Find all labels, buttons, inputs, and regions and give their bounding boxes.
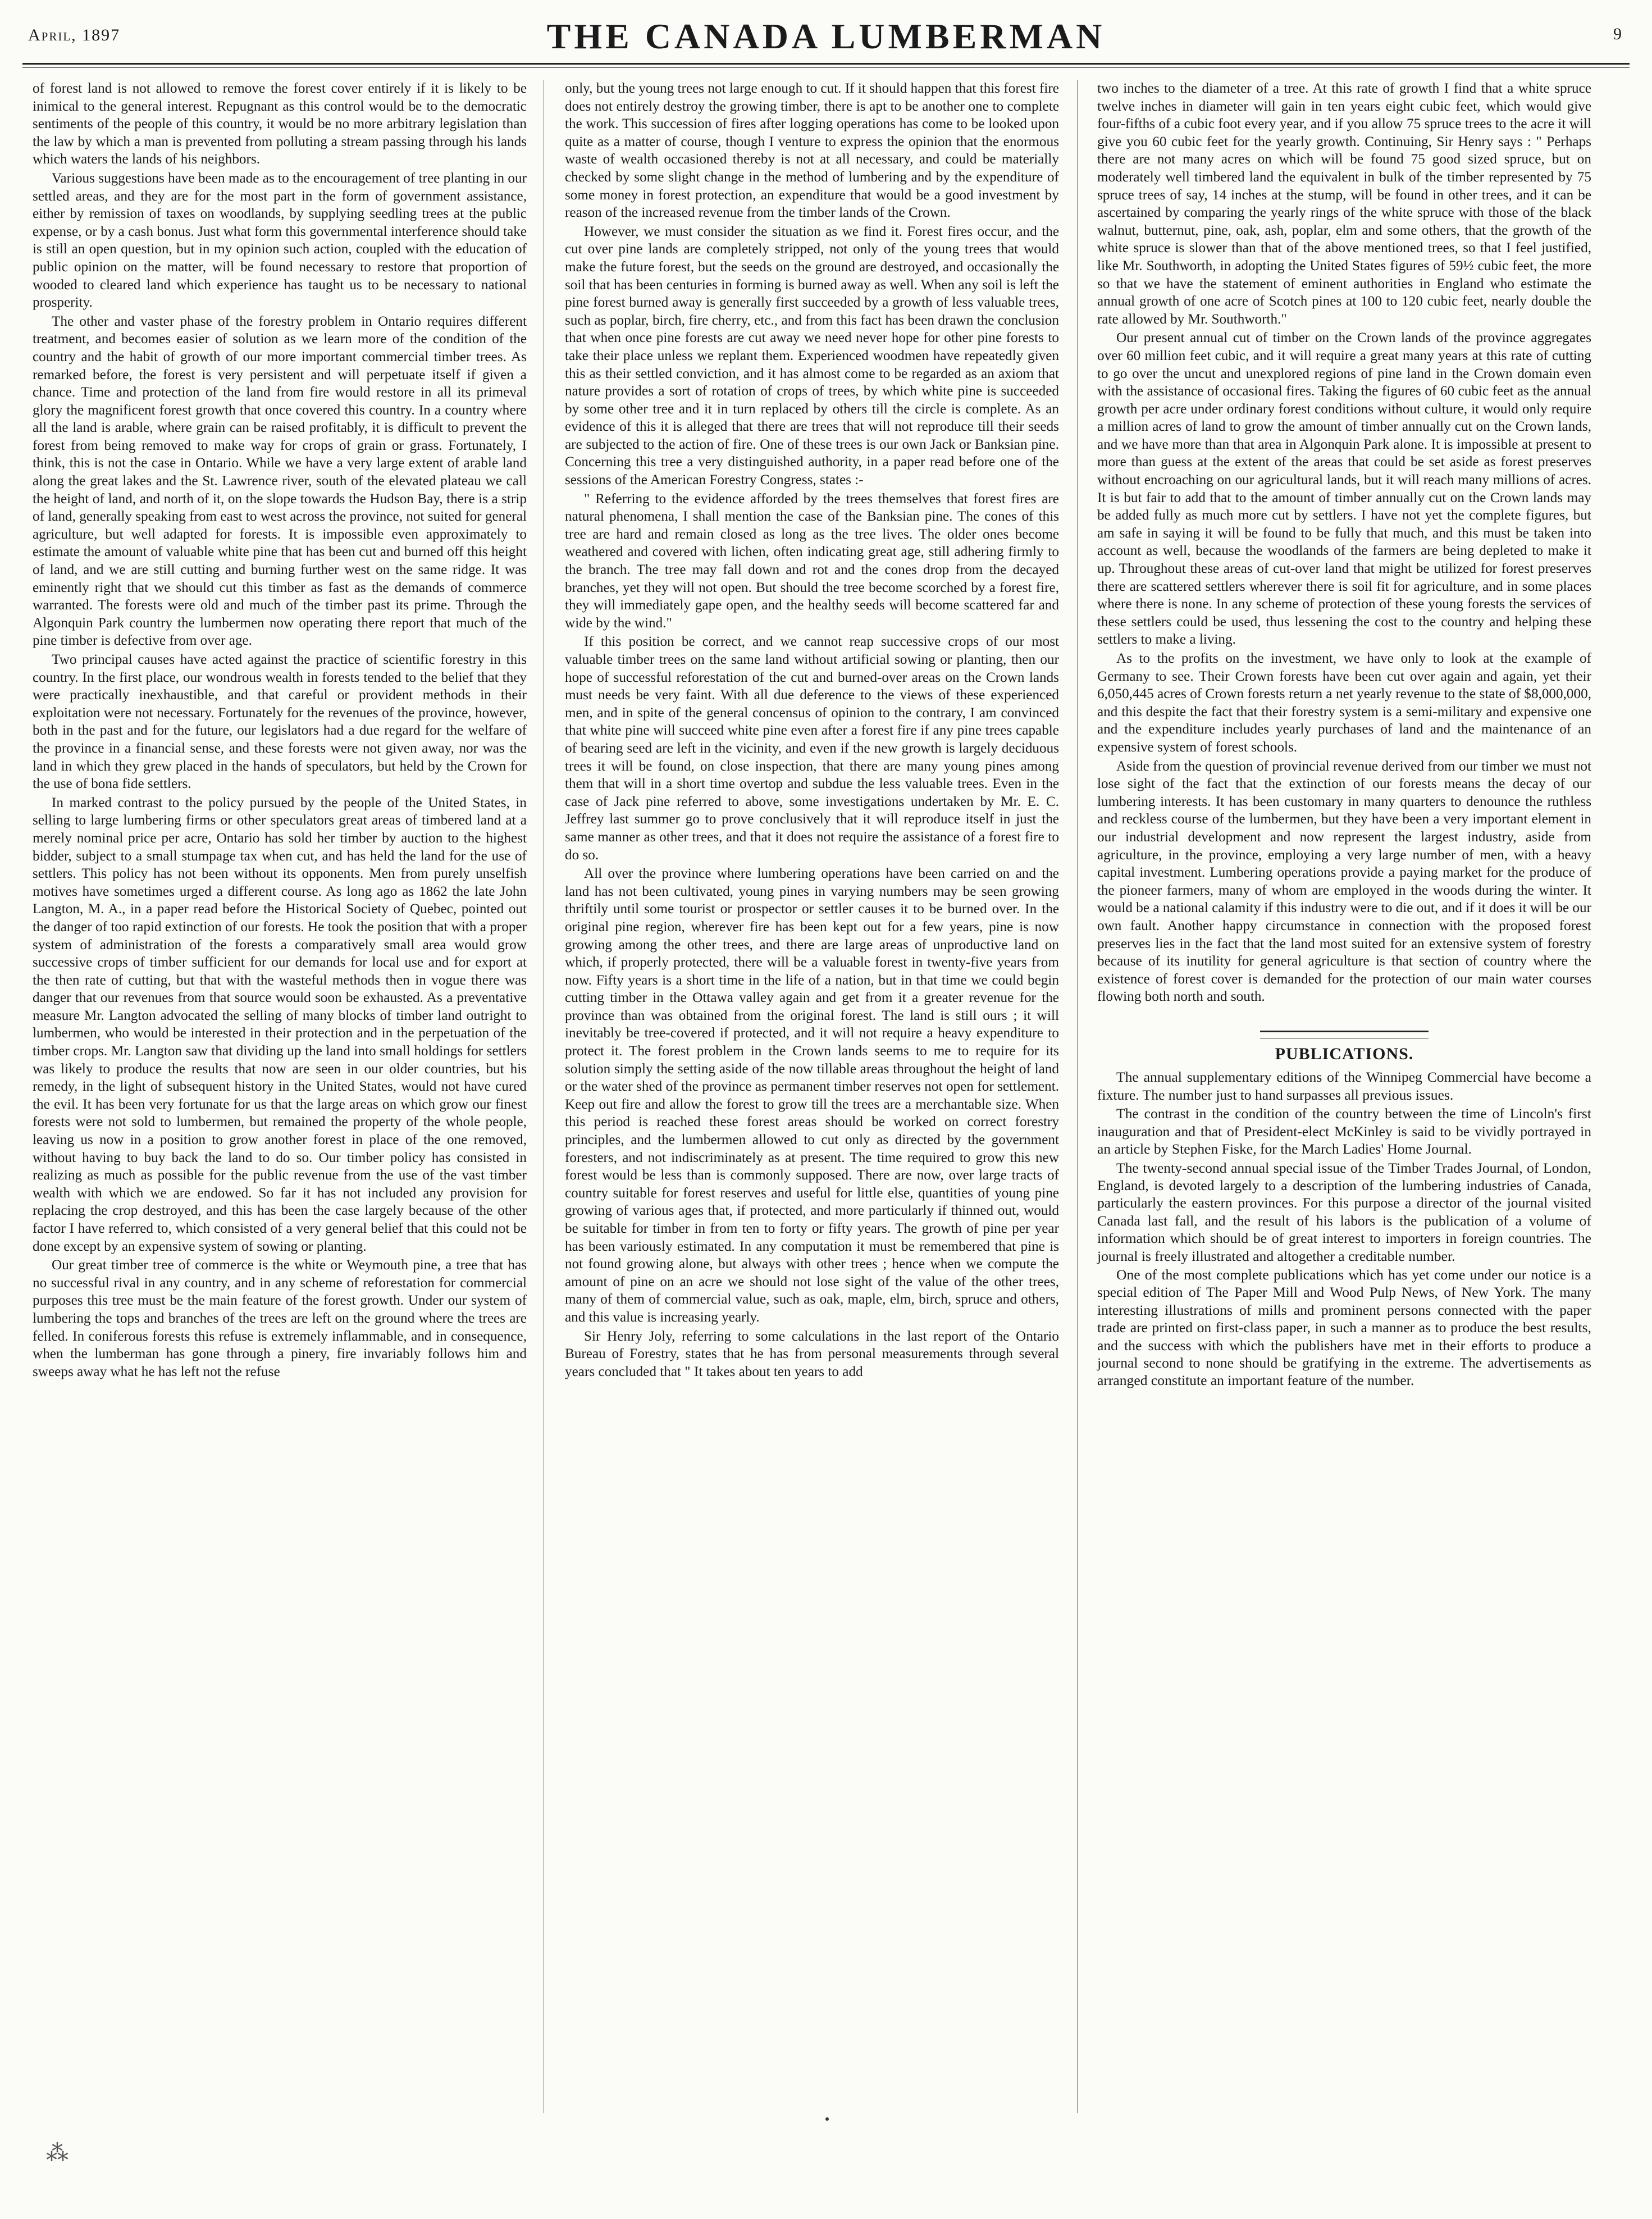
column-divider (1077, 80, 1078, 2113)
paragraph: The twenty-second annual special issue of the Timber Trades Journal, of London, England, is devoted largely to a description of the lumbering industries of Canada, particularly the eastern provinces. For this purpose a director of the journal visited Canada last fall, and the result of his labors is the publication of a volume of information which should be of great interest to importers in foreign countries. The journal is freely illustrated and altogether a creditable number. (1097, 1159, 1591, 1264)
issue-date: April, 1897 (28, 26, 121, 44)
paragraph: As to the profits on the investment, we have only to look at the example of Germany to see. Their Crown forests have been cut over again and again, yet their 6,050,445 acres of Crown forests return a net yearly revenue to the state of $8,000,000, and this despite the fact that their forestry system is a semi-military and expensive one and the expenditure includes yearly purchases of land and the maintenance of an expensive system of forest schools. (1097, 651, 1591, 755)
paragraph: of forest land is not allowed to remove the forest cover entirely if it is likely to be inimical to the general interest. Repugnant as this control would be to the democratic sentiments of the people of this country, it would be no more arbitrary legislation than the law by which a man is prevented from polluting a stream passing through his lands which waters the lands of his neighbors. (33, 81, 527, 167)
paragraph: only, but the young trees not large enough to cut. If it should happen that this forest fire does not entirely destroy the growing timber, there is apt to be another one to complete the work. This succession of fires after logging operations has come to be looked upon quite as a matter of course, though I venture to express the opinion that the enormous waste of wealth occasioned thereby is not at all necessary, and could be materially checked by some slight change in the method of lumbering and by the expenditure of some money in forest protection, an expenditure that would be a good investment by reason of the increased revenue from the timber lands of the Crown. (565, 81, 1059, 221)
block-quote: " Referring to the evidence afforded by the trees themselves that forest fires are natural phenomena, I shall mention the case of the Banksian pine. The cones of this tree are hard and remain closed as long as the tree lives. The older ones become weathered and covered with lichen, often indicating great age, still adhering firmly to the branch. The tree may fall down and rot and the cones drop from the decayed branches, yet they will not open. But should the tree become scorched by a forest fire, they will immediately gape open, and the healthy seeds will become scattered far and wide by the wind." (565, 491, 1059, 631)
paragraph: The contrast in the condition of the country between the time of Lincoln's first inauguration and that of President-elect McKinley is said to be vividly portrayed in an article by Stephen Fiske, for the March Ladies' Home Journal. (1097, 1105, 1591, 1158)
paragraph: two inches to the diameter of a tree. At this rate of growth I find that a white spruce twelve inches in diameter will gain in ten years eight cubic feet, which would give four-fifths of a cubic foot every year, and if you allow 75 spruce trees to the acre it will give you 60 cubic feet for the yearly growth. Continuing, Sir Henry says : " Perhaps there are not many acres on which will be found 75 good sized spruce, but on moderately well timbered land the equivalent in bulk of the timber represented by 75 spruce trees of say, 14 inches at the stump, will be found in other trees, and it can be ascertained by comparing the yearly rings of the white spruce with those of the black walnut, butternut, pine, oak, ash, poplar, elm and some others, that the growth of the white spruce is slower than that of the above mentioned trees, so that I feel justified, like Mr. Southworth, in adopting the United States figures of 59½ cubic feet, the more so that we have the statement of eminent authorities in England who estimate the annual growth of one acre of Scotch pines at 100 to 120 cubic feet, nearly double the rate allowed by Mr. Southworth." (1097, 81, 1591, 327)
publications-section (1097, 1068, 1591, 1389)
column-1 (33, 80, 527, 1382)
paragraph: Two principal causes have acted against the practice of scientific forestry in this country. In the first place, our wondrous wealth in forests tended to the belief that they were practically inexhaustible, and that careful or provident methods in their exploitation were not necessary. Fortunately for the revenues of the province, however, both in the past and for the future, our legislators had a due regard for the welfare of the province in a financial sense, and these forests were not given away, nor was the land in which they grew placed in the hands of speculators, but held by the Crown for the use of bona fide settlers. (33, 652, 527, 792)
paragraph: Various suggestions have been made as to the encouragement of tree planting in our settled areas, and they are for the most part in the form of government assistance, either by remission of taxes on woodlands, by supplying seedling trees at the public expense, or by a cash bonus. Just what form this governmental interference should take is still an open question, but in my opinion such action, coupled with the education of public opinion on the matter, will be found necessary to restore that proportion of wooded to cleared land which experience has taught us to be necessary to national prosperity. (33, 170, 527, 311)
header-rule (22, 63, 1630, 65)
paragraph: The other and vaster phase of the forestry problem in Ontario requires different treatment, and becomes easier of solution as we learn more of the condition of the country and the habit of growth of our more important commercial timber trees. As remarked before, the forest is very persistent and will perpetuate itself if given a chance. Time and protection of the land from fire would restore in all its primeval glory the magnificent forest growth that once covered this country. In a country where all the land is arable, where grain can be raised profitably, it is difficult to prevent the forest from being removed to make way for crops of grain or grass. Fortunately, I think, this is not the case in Ontario. While we have a very large extent of arable land along the great lakes and the St. Lawrence river, south of the elevated plateau we call the height of land, and north of it, on the slope towards the Hudson Bay, there is a strip of land, generally speaking from east to west across the province, not suited for general agriculture, but well adapted for forests. It is impossible even approximately to estimate the amount of valuable white pine that has been cut and burned off this height of land, and we are still cutting and burning further west on the same ridge. It was eminently right that we should cut this timber as fast as the demands of commerce warranted. The forests were old and much of the timber past its prime. Through the Algonquin Park country the lumbermen now operating there report that much of the pine timber is defective from over age. (33, 313, 527, 649)
paragraph: Our great timber tree of commerce is the white or Weymouth pine, a tree that has no successful rival in any country, and in any scheme of reforestation for commercial purposes this tree must be the main feature of the forest growth. Under our system of lumbering the tops and branches of the trees are left on the ground where the trees are felled. In coniferous forests this refuse is extremely inflammable, and in consequence, when the lumberman has gone through a pinery, fire invariably follows him and sweeps away what he has left not the refuse (33, 1257, 527, 1379)
paragraph: However, we must consider the situation as we find it. Forest fires occur, and the cut over pine lands are completely stripped, not only of the young trees that would make the future forest, but the seeds on the ground are destroyed, and occasionally the soil that has been centuries in forming is burned away as well. When any soil is left the pine forest burned away is generally first succeeded by a growth of less valuable trees, such as poplar, birch, fire cherry, etc., and from this fact has been drawn the conclusion that when once pine forests are cut away we need never hope for other pine forests to take their place unless we replant them. Experienced woodmen have repeatedly given this as their settled conviction, and it has almost come to be regarded as an axiom that nature provides a sort of rotation of crops of trees, by which white pine is succeeded by some other tree and it in turn replaced by others till the circle is complete. As an evidence of this it is alleged that there are trees that will not reproduce till their seeds are subjected to the action of fire. One of these trees is our own Jack or Banksian pine. Concerning this tree a very distinguished authority, in a paper read before one of the sessions of the American Forestry Congress, states :- (565, 224, 1059, 488)
paragraph: If this position be correct, and we cannot reap successive crops of our most valuable timber trees on the same land without artificial sowing or planting, then our hope of successful reforestation of the cut and burned-over areas on the Crown lands must needs be very faint. With all due deference to the views of these experienced men, and in spite of the general concensus of opinion to the contrary, I am convinced that white pine will succeed white pine even after a forest fire if any pine trees capable of bearing seed are left in the vicinity, and even if the new growth is largely deciduous trees it will be found, on close inspection, that there are many young pines among them that will in a short time overtop and subdue the less valuable trees. Even in the case of Jack pine referred to above, some investigations undertaken by Mr. E. C. Jeffrey last summer go to prove conclusively that it will reproduce itself in just the same manner as other trees, and that it does not require the assistance of a forest fire to do so. (565, 634, 1059, 863)
print-dot (825, 2117, 829, 2121)
section-title-publications: PUBLICATIONS. (1275, 1044, 1414, 1063)
paragraph: Sir Henry Joly, referring to some calculations in the last report of the Ontario Bureau of Forestry, states that he has from personal measurements through several years concluded that " It takes about ten years to add (565, 1328, 1059, 1379)
corner-ornament: ⁂ (46, 2140, 69, 2166)
paragraph: In marked contrast to the policy pursued by the people of the United States, in selling to large lumbering firms or other speculators great areas of timbered land at a merely nominal price per acre, Ontario has sold her timber by auction to the highest bidder, subject to a small stumpage tax when cut, and has held the land for the use of settlers. This policy has not been without its opponents. Men from purely unselfish motives have sometimes urged a different course. As long ago as 1862 the late John Langton, M. A., in a paper read before the Historical Society of Quebec, pointed out the danger of too rapid extinction of our forests. He took the position that with a proper system of administration of the forests a comparatively small area would grow successive crops of timber sufficient for our demands for local use and for export at the then rate of cutting, but that with the wasteful methods then in vogue there was danger that our revenues from that source would soon be exhausted. As a preventative measure Mr. Langton advocated the selling of many blocks of timber land outright to lumbermen, who would be interested in their protection and in the perpetuation of the timber crops. Mr. Langton saw that dividing up the land into small holdings for settlers was likely to produce the results that now are seen in our older countries, but his remedy, in the light of subsequent history in the United States, would not have cured the evil. It has been very fortunate for us that the large areas on which grow our finest forests were not sold to lumbermen, but remained the property of the whole people, leaving us now in a position to grow another forest in place of the one removed, without having to buy back the land to do so. Our timber policy has consisted in realizing as much as possible for the public revenue from the use of the vast timber wealth with which we are endowed. So far it has not included any provision for replacing the crop destroyed, and this has been the case largely because of the other factor I have referred to, which consisted of a very general belief that this could not be done except by an expensive system of sowing or planting. (33, 795, 527, 1254)
section-rule (1260, 1031, 1429, 1032)
paragraph: Aside from the question of provincial revenue derived from our timber we must not lose sight of the fact that the extinction of our forests means the decay of our lumbering interests. It has been customary in many quarters to denounce the ruthless and reckless course of the lumbermen, but they have been a very important element in our industrial development and now represent the largest industry, aside from agriculture, in the province, employing a very large number of men, with a heavy capital investment. Lumbering operations provide a paying market for the produce of the pioneer farmers, many of whom are employed in the woods during the winter. It would be a national calamity if this industry were to die out, and if it does it will be our own fault. Another happy circumstance in connection with the proposed forest preserves lies in the fact that the land most suited for an extensive system of forestry because of its inutility for general agriculture is that section of country where the existence of forest cover is demanded for the protection of our main water courses flowing both north and south. (1097, 758, 1591, 1005)
paragraph: One of the most complete publications which has yet come under our notice is a special edition of The Paper Mill and Wood Pulp News, of New York. The many interesting illustrations of mills and prominent persons connected with the paper trade are printed on first-class paper, in such a manner as to produce the best results, and the success with which the publishers have met in their efforts to produce a journal second to none should be gratifying in the extreme. The advertisements as arranged constitute an important feature of the number. (1097, 1266, 1591, 1389)
page-number: 9 (1613, 25, 1622, 43)
paragraph: The annual supplementary editions of the Winnipeg Commercial have become a fixture. The number just to hand surpasses all previous issues. (1097, 1069, 1591, 1103)
paragraph: All over the province where lumbering operations have been carried on and the land has not been cultivated, young pines in varying numbers may be seen growing thriftily until some tourist or prospector or settler causes it to be burned over. In the original pine region, wherever fire has been kept out for a few years, pine is now growing among the other trees, and there are large areas of unproductive land on which, if properly protected, there will be a valuable forest in twenty-five years from now. Fifty years is a short time in the life of a nation, but in that time we could begin cutting timber in the Ottawa valley again and get from it a greater revenue for the province than was obtained from the original forest. The land is still ours ; it will inevitably be tree-covered if protected, and it will not require a heavy expenditure to protect it. The forest problem in the Crown lands seems to me to require for its solution simply the setting aside of the now tillable areas throughout the height of land or the water shed of the province as permanent timber reserves not open for settlement. Keep out fire and allow the forest to grow till the trees are a merchantable size. When this period is reached these forest areas should be worked on correct forestry principles, and the lumbermen allowed to cut only as directed by the government foresters, and not indiscriminately as at present. The time required to grow this new forest would be less than is commonly supposed. There are now, over large tracts of country suitable for forest reserves and useful for little else, quantities of young pine growing of various ages that, if protected, and more particularly if thinned out, would be suitable for timber in from ten to forty or fifty years. The growth of pine per year has been variously estimated. In any computation it must be remembered that pine is not found growing alone, but always with other trees ; hence when we compute the amount of pine on an acre we should not lose sight of the value of the other trees, many of them of commercial value, such as oak, maple, elm, birch, spruce and others, and this value is increasing yearly. (565, 866, 1059, 1325)
page-header (22, 12, 1630, 64)
column-2 (565, 80, 1059, 1382)
masthead-title: THE CANADA LUMBERMAN (546, 16, 1106, 56)
header-rule-thin (22, 67, 1630, 68)
column-3 (1097, 80, 1591, 1391)
paragraph: Our present annual cut of timber on the Crown lands of the province aggregates over 60 million feet cubic, and it will require a great many years at this rate of cutting to go over the uncut and unexplored regions of pine land in the Crown domain even with the assistance of occasional fires. Taking the figures of 60 cubic feet as the annual growth per acre under ordinary forest conditions without culture, it would only require a million acres of land to grow the amount of timber annually cut on the Crown lands, and we have more than that area in Algonquin Park alone. It is impossible at present to more than guess at the extent of the areas that could be set aside as forest preserves without encroaching on our agricultural lands, but it will reach many millions of acres. It is but fair to add that to the amount of timber annually cut on the Crown lands may be added fully as much more cut by settlers. I have not yet the complete figures, but am safe in saying it will be found to be fully that much, and this must be taken into account as well, because the woodlands of the farmers are being depleted to make it up. Throughout these areas of cut-over land that might be utilized for forest preserves there are scattered settlers wherever there is soil fit for agriculture, and in some places where there is none. In any scheme of protection of these young forests the services of these settlers could be used, thus lessening the cost to the country and helping these settlers to make a living. (1097, 330, 1591, 648)
